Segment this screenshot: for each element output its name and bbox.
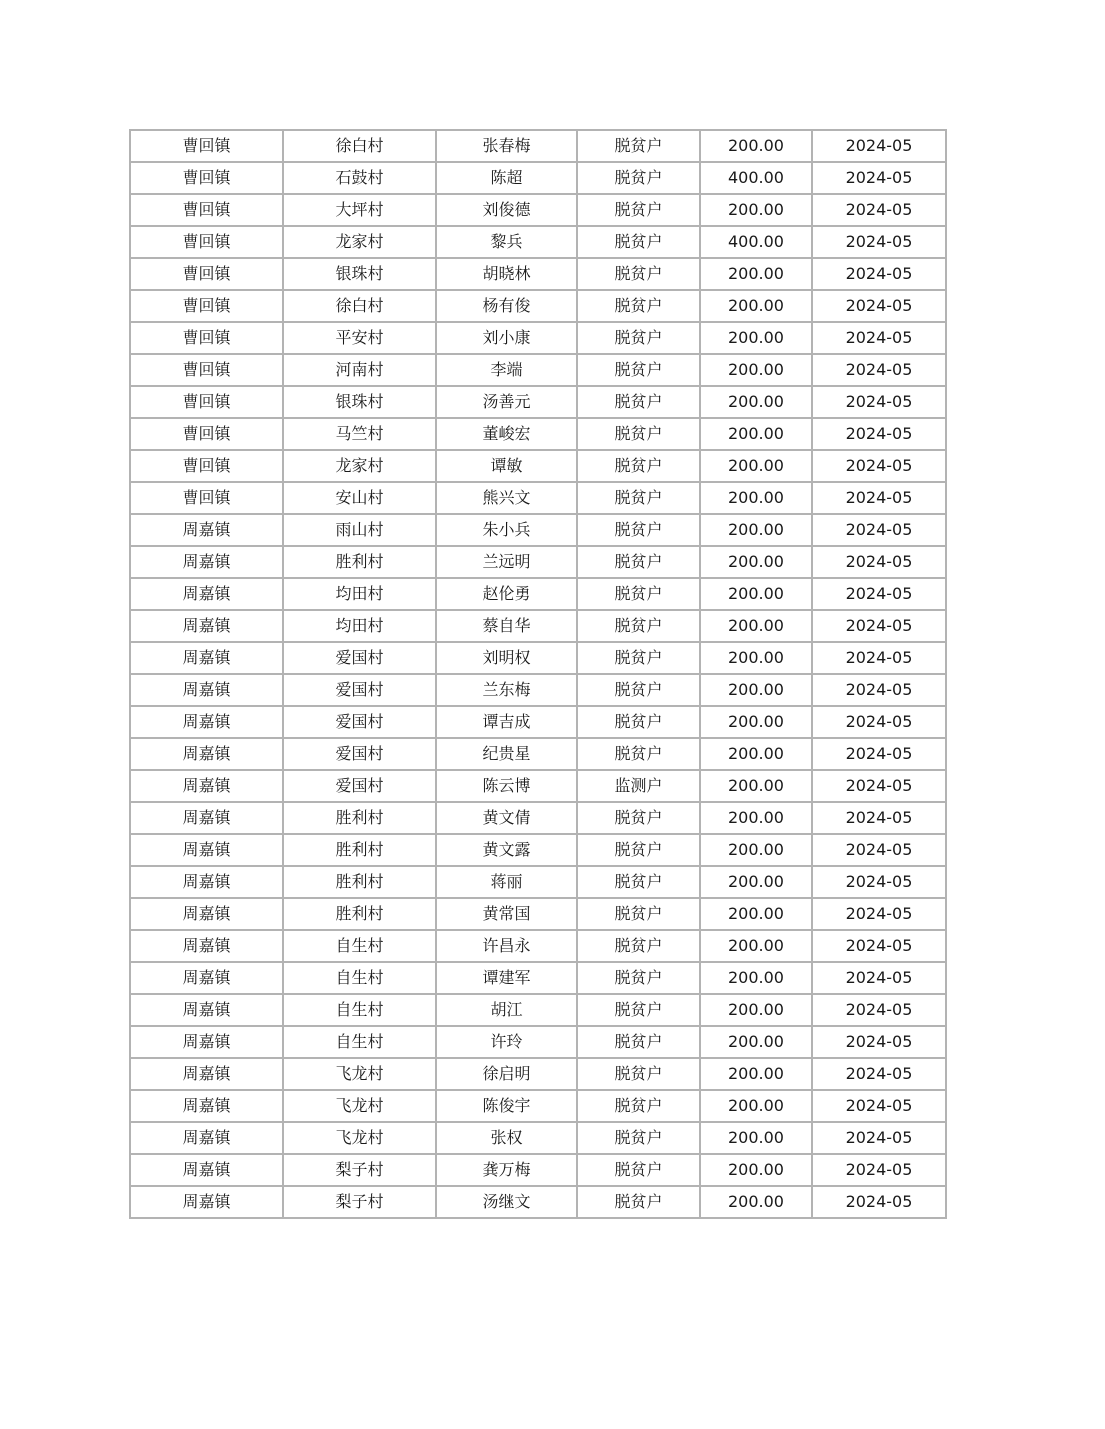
- household-type-cell: 脱贫户: [577, 1058, 700, 1090]
- data-table: [129, 129, 947, 1219]
- table-row: [130, 386, 946, 418]
- month-cell: 2024-05: [812, 226, 946, 258]
- town-cell: 周嘉镇: [130, 1186, 283, 1218]
- village-cell: 雨山村: [283, 514, 436, 546]
- month-cell: 2024-05: [812, 354, 946, 386]
- table-row: [130, 578, 946, 610]
- town-cell: 周嘉镇: [130, 642, 283, 674]
- village-cell: 胜利村: [283, 866, 436, 898]
- name-cell: 汤继文: [436, 1186, 577, 1218]
- village-cell: 徐白村: [283, 130, 436, 162]
- town-cell: 周嘉镇: [130, 1058, 283, 1090]
- month-cell: 2024-05: [812, 386, 946, 418]
- household-type-cell: 脱贫户: [577, 1186, 700, 1218]
- amount-cell: 200.00: [700, 1186, 812, 1218]
- name-cell: 胡江: [436, 994, 577, 1026]
- amount-cell: 200.00: [700, 1026, 812, 1058]
- household-type-cell: 脱贫户: [577, 514, 700, 546]
- town-cell: 曹回镇: [130, 418, 283, 450]
- household-type-cell: 脱贫户: [577, 1122, 700, 1154]
- name-cell: 许玲: [436, 1026, 577, 1058]
- amount-cell: 200.00: [700, 610, 812, 642]
- amount-cell: 200.00: [700, 450, 812, 482]
- household-type-cell: 脱贫户: [577, 962, 700, 994]
- amount-cell: 200.00: [700, 1058, 812, 1090]
- village-cell: 飞龙村: [283, 1090, 436, 1122]
- household-type-cell: 脱贫户: [577, 642, 700, 674]
- amount-cell: 200.00: [700, 1154, 812, 1186]
- name-cell: 谭建军: [436, 962, 577, 994]
- name-cell: 李端: [436, 354, 577, 386]
- name-cell: 谭吉成: [436, 706, 577, 738]
- name-cell: 黄常国: [436, 898, 577, 930]
- amount-cell: 200.00: [700, 290, 812, 322]
- table-row: [130, 546, 946, 578]
- name-cell: 黄文露: [436, 834, 577, 866]
- name-cell: 汤善元: [436, 386, 577, 418]
- household-type-cell: 监测户: [577, 770, 700, 802]
- month-cell: 2024-05: [812, 610, 946, 642]
- household-type-cell: 脱贫户: [577, 866, 700, 898]
- village-cell: 梨子村: [283, 1154, 436, 1186]
- village-cell: 安山村: [283, 482, 436, 514]
- household-type-cell: 脱贫户: [577, 450, 700, 482]
- table-row: [130, 354, 946, 386]
- table-row: [130, 1026, 946, 1058]
- table-row: [130, 322, 946, 354]
- month-cell: 2024-05: [812, 898, 946, 930]
- village-cell: 自生村: [283, 1026, 436, 1058]
- town-cell: 曹回镇: [130, 386, 283, 418]
- town-cell: 周嘉镇: [130, 706, 283, 738]
- village-cell: 徐白村: [283, 290, 436, 322]
- table-row: [130, 610, 946, 642]
- village-cell: 胜利村: [283, 802, 436, 834]
- household-type-cell: 脱贫户: [577, 994, 700, 1026]
- amount-cell: 200.00: [700, 1090, 812, 1122]
- amount-cell: 200.00: [700, 578, 812, 610]
- village-cell: 自生村: [283, 962, 436, 994]
- month-cell: 2024-05: [812, 770, 946, 802]
- month-cell: 2024-05: [812, 706, 946, 738]
- name-cell: 熊兴文: [436, 482, 577, 514]
- amount-cell: 200.00: [700, 546, 812, 578]
- household-type-cell: 脱贫户: [577, 898, 700, 930]
- amount-cell: 200.00: [700, 258, 812, 290]
- town-cell: 周嘉镇: [130, 994, 283, 1026]
- amount-cell: 200.00: [700, 130, 812, 162]
- town-cell: 曹回镇: [130, 258, 283, 290]
- amount-cell: 200.00: [700, 770, 812, 802]
- village-cell: 爱国村: [283, 642, 436, 674]
- name-cell: 蒋丽: [436, 866, 577, 898]
- village-cell: 自生村: [283, 930, 436, 962]
- table-body: [130, 130, 946, 1218]
- household-type-cell: 脱贫户: [577, 1090, 700, 1122]
- month-cell: 2024-05: [812, 450, 946, 482]
- household-type-cell: 脱贫户: [577, 418, 700, 450]
- town-cell: 周嘉镇: [130, 930, 283, 962]
- village-cell: 爱国村: [283, 770, 436, 802]
- name-cell: 刘小康: [436, 322, 577, 354]
- town-cell: 曹回镇: [130, 450, 283, 482]
- month-cell: 2024-05: [812, 930, 946, 962]
- town-cell: 曹回镇: [130, 482, 283, 514]
- table-row: [130, 258, 946, 290]
- household-type-cell: 脱贫户: [577, 130, 700, 162]
- name-cell: 陈超: [436, 162, 577, 194]
- amount-cell: 200.00: [700, 194, 812, 226]
- village-cell: 爱国村: [283, 706, 436, 738]
- name-cell: 龚万梅: [436, 1154, 577, 1186]
- household-type-cell: 脱贫户: [577, 834, 700, 866]
- month-cell: 2024-05: [812, 290, 946, 322]
- month-cell: 2024-05: [812, 514, 946, 546]
- name-cell: 赵伦勇: [436, 578, 577, 610]
- town-cell: 周嘉镇: [130, 514, 283, 546]
- name-cell: 刘明权: [436, 642, 577, 674]
- town-cell: 曹回镇: [130, 162, 283, 194]
- town-cell: 周嘉镇: [130, 674, 283, 706]
- month-cell: 2024-05: [812, 1090, 946, 1122]
- amount-cell: 200.00: [700, 706, 812, 738]
- village-cell: 马竺村: [283, 418, 436, 450]
- name-cell: 许昌永: [436, 930, 577, 962]
- household-type-cell: 脱贫户: [577, 738, 700, 770]
- month-cell: 2024-05: [812, 1154, 946, 1186]
- town-cell: 周嘉镇: [130, 1122, 283, 1154]
- month-cell: 2024-05: [812, 866, 946, 898]
- village-cell: 平安村: [283, 322, 436, 354]
- household-type-cell: 脱贫户: [577, 322, 700, 354]
- village-cell: 龙家村: [283, 450, 436, 482]
- amount-cell: 200.00: [700, 962, 812, 994]
- name-cell: 蔡自华: [436, 610, 577, 642]
- village-cell: 大坪村: [283, 194, 436, 226]
- amount-cell: 400.00: [700, 162, 812, 194]
- month-cell: 2024-05: [812, 802, 946, 834]
- table-row: [130, 994, 946, 1026]
- household-type-cell: 脱贫户: [577, 546, 700, 578]
- town-cell: 曹回镇: [130, 226, 283, 258]
- table-row: [130, 1186, 946, 1218]
- month-cell: 2024-05: [812, 162, 946, 194]
- amount-cell: 200.00: [700, 642, 812, 674]
- household-type-cell: 脱贫户: [577, 578, 700, 610]
- amount-cell: 200.00: [700, 802, 812, 834]
- village-cell: 爱国村: [283, 738, 436, 770]
- month-cell: 2024-05: [812, 258, 946, 290]
- town-cell: 曹回镇: [130, 194, 283, 226]
- amount-cell: 200.00: [700, 322, 812, 354]
- table-row: [130, 898, 946, 930]
- month-cell: 2024-05: [812, 994, 946, 1026]
- household-type-cell: 脱贫户: [577, 226, 700, 258]
- table-row: [130, 514, 946, 546]
- table-row: [130, 1058, 946, 1090]
- town-cell: 周嘉镇: [130, 610, 283, 642]
- amount-cell: 200.00: [700, 354, 812, 386]
- table-row: [130, 290, 946, 322]
- name-cell: 徐启明: [436, 1058, 577, 1090]
- village-cell: 均田村: [283, 578, 436, 610]
- amount-cell: 200.00: [700, 482, 812, 514]
- month-cell: 2024-05: [812, 194, 946, 226]
- month-cell: 2024-05: [812, 642, 946, 674]
- table-row: [130, 834, 946, 866]
- household-type-cell: 脱贫户: [577, 674, 700, 706]
- month-cell: 2024-05: [812, 674, 946, 706]
- amount-cell: 200.00: [700, 994, 812, 1026]
- month-cell: 2024-05: [812, 130, 946, 162]
- village-cell: 飞龙村: [283, 1058, 436, 1090]
- table-row: [130, 738, 946, 770]
- month-cell: 2024-05: [812, 1058, 946, 1090]
- name-cell: 张春梅: [436, 130, 577, 162]
- name-cell: 陈俊宇: [436, 1090, 577, 1122]
- household-type-cell: 脱贫户: [577, 162, 700, 194]
- name-cell: 黎兵: [436, 226, 577, 258]
- month-cell: 2024-05: [812, 546, 946, 578]
- amount-cell: 200.00: [700, 866, 812, 898]
- village-cell: 河南村: [283, 354, 436, 386]
- town-cell: 周嘉镇: [130, 770, 283, 802]
- household-type-cell: 脱贫户: [577, 354, 700, 386]
- month-cell: 2024-05: [812, 1186, 946, 1218]
- month-cell: 2024-05: [812, 738, 946, 770]
- table-row: [130, 1154, 946, 1186]
- village-cell: 胜利村: [283, 546, 436, 578]
- town-cell: 周嘉镇: [130, 866, 283, 898]
- table-row: [130, 770, 946, 802]
- table-row: [130, 674, 946, 706]
- name-cell: 陈云博: [436, 770, 577, 802]
- village-cell: 自生村: [283, 994, 436, 1026]
- table-row: [130, 1090, 946, 1122]
- table-row: [130, 450, 946, 482]
- amount-cell: 200.00: [700, 674, 812, 706]
- name-cell: 黄文倩: [436, 802, 577, 834]
- town-cell: 周嘉镇: [130, 738, 283, 770]
- village-cell: 龙家村: [283, 226, 436, 258]
- name-cell: 朱小兵: [436, 514, 577, 546]
- name-cell: 兰东梅: [436, 674, 577, 706]
- town-cell: 周嘉镇: [130, 1154, 283, 1186]
- month-cell: 2024-05: [812, 482, 946, 514]
- table-row: [130, 162, 946, 194]
- table-row: [130, 418, 946, 450]
- village-cell: 飞龙村: [283, 1122, 436, 1154]
- table-row: [130, 706, 946, 738]
- household-type-cell: 脱贫户: [577, 802, 700, 834]
- table-row: [130, 802, 946, 834]
- name-cell: 谭敏: [436, 450, 577, 482]
- town-cell: 周嘉镇: [130, 578, 283, 610]
- household-type-cell: 脱贫户: [577, 386, 700, 418]
- name-cell: 杨有俊: [436, 290, 577, 322]
- village-cell: 石鼓村: [283, 162, 436, 194]
- month-cell: 2024-05: [812, 1026, 946, 1058]
- name-cell: 胡晓林: [436, 258, 577, 290]
- household-type-cell: 脱贫户: [577, 610, 700, 642]
- table-row: [130, 930, 946, 962]
- village-cell: 银珠村: [283, 258, 436, 290]
- amount-cell: 200.00: [700, 418, 812, 450]
- table-row: [130, 1122, 946, 1154]
- village-cell: 银珠村: [283, 386, 436, 418]
- village-cell: 胜利村: [283, 834, 436, 866]
- name-cell: 纪贵星: [436, 738, 577, 770]
- town-cell: 周嘉镇: [130, 898, 283, 930]
- town-cell: 周嘉镇: [130, 962, 283, 994]
- town-cell: 周嘉镇: [130, 546, 283, 578]
- table-row: [130, 866, 946, 898]
- month-cell: 2024-05: [812, 1122, 946, 1154]
- household-type-cell: 脱贫户: [577, 194, 700, 226]
- town-cell: 周嘉镇: [130, 802, 283, 834]
- table-row: [130, 130, 946, 162]
- month-cell: 2024-05: [812, 578, 946, 610]
- month-cell: 2024-05: [812, 834, 946, 866]
- table-row: [130, 226, 946, 258]
- town-cell: 周嘉镇: [130, 834, 283, 866]
- amount-cell: 200.00: [700, 514, 812, 546]
- table-row: [130, 194, 946, 226]
- amount-cell: 200.00: [700, 1122, 812, 1154]
- town-cell: 曹回镇: [130, 322, 283, 354]
- name-cell: 兰远明: [436, 546, 577, 578]
- household-type-cell: 脱贫户: [577, 482, 700, 514]
- amount-cell: 200.00: [700, 898, 812, 930]
- household-type-cell: 脱贫户: [577, 258, 700, 290]
- household-type-cell: 脱贫户: [577, 1154, 700, 1186]
- village-cell: 胜利村: [283, 898, 436, 930]
- amount-cell: 200.00: [700, 930, 812, 962]
- village-cell: 均田村: [283, 610, 436, 642]
- name-cell: 刘俊德: [436, 194, 577, 226]
- town-cell: 周嘉镇: [130, 1090, 283, 1122]
- town-cell: 曹回镇: [130, 130, 283, 162]
- amount-cell: 200.00: [700, 834, 812, 866]
- household-type-cell: 脱贫户: [577, 290, 700, 322]
- amount-cell: 200.00: [700, 386, 812, 418]
- month-cell: 2024-05: [812, 962, 946, 994]
- amount-cell: 400.00: [700, 226, 812, 258]
- village-cell: 爱国村: [283, 674, 436, 706]
- household-type-cell: 脱贫户: [577, 1026, 700, 1058]
- town-cell: 周嘉镇: [130, 1026, 283, 1058]
- town-cell: 曹回镇: [130, 354, 283, 386]
- household-type-cell: 脱贫户: [577, 930, 700, 962]
- table-row: [130, 642, 946, 674]
- name-cell: 张权: [436, 1122, 577, 1154]
- month-cell: 2024-05: [812, 418, 946, 450]
- household-type-cell: 脱贫户: [577, 706, 700, 738]
- name-cell: 董峻宏: [436, 418, 577, 450]
- village-cell: 梨子村: [283, 1186, 436, 1218]
- amount-cell: 200.00: [700, 738, 812, 770]
- town-cell: 曹回镇: [130, 290, 283, 322]
- month-cell: 2024-05: [812, 322, 946, 354]
- table-row: [130, 962, 946, 994]
- table-row: [130, 482, 946, 514]
